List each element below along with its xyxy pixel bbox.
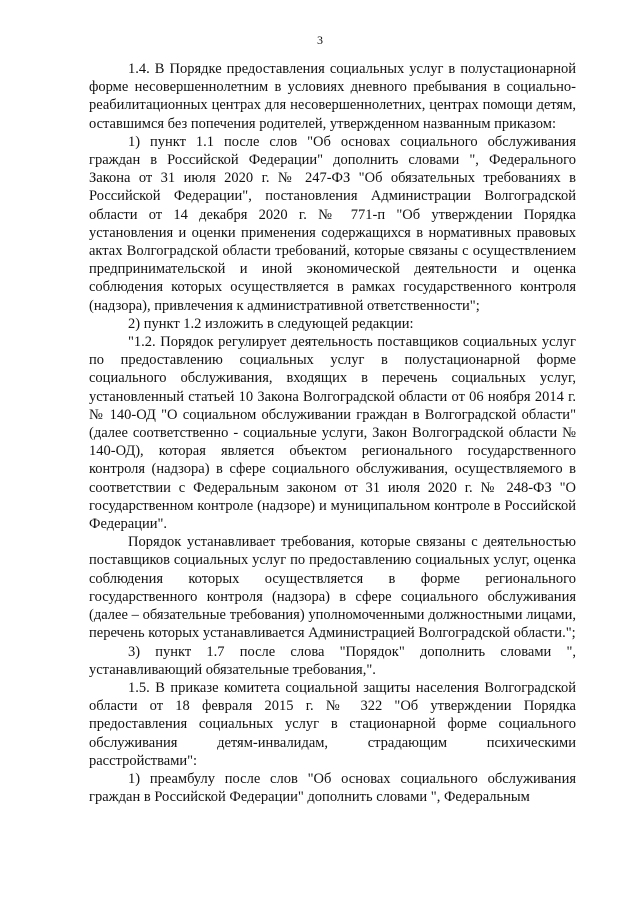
paragraph-1-4: 1.4. В Порядке предоставления социальных услуг в полустационарной форме несовершеннолетним в условиях дневного пребывания в социально-реабилитационных центрах для несовершеннолетних, центрах помощи детям, оставшимся без попечения родителей, утвержденном названным приказом:: [89, 61, 576, 132]
paragraph-1-4-item-1: 1) пункт 1.1 после слов "Об основах социального обслуживания граждан в Российской Федерации" дополнить словами ", Федерального Закона от 31 июля 2020 г. № 247-ФЗ "Об обязательных требованиях в Российской Федерации", постановления Администрации Волгоградской области от 14 декабря 2020 г. № 771-п "Об утверждении Порядка установления и оценки применения содержащихся в нормативных правовых актах Волгоградской области требований, которые связаны с осуществлением предпринимательской и иной экономической деятельности и оценка соблюдения которых осуществляется в рамках государственного контроля (надзора), привлечения к административной ответственности";: [89, 133, 576, 314]
paragraph-procedure-requirements: Порядок устанавливает требования, которые связаны с деятельностью поставщиков социальных услуг по предоставлению социальных услуг, оценка соблюдения которых осуществляется в форме регионального государственного контроля (надзора) в сфере социального обслуживания (далее – обязательные требования) уполномоченными должностными лицами, перечень которых устанавливается Администрацией Волгоградской области.";: [89, 534, 576, 642]
page-number: 3: [317, 33, 323, 47]
paragraph-1-5-item-1: 1) преамбулу после слов "Об основах социального обслуживания граждан в Российской Федерации" дополнить словами ", Федеральным: [89, 770, 576, 806]
document-body: [89, 60, 576, 806]
paragraph-1-5: 1.5. В приказе комитета социальной защиты населения Волгоградской области от 18 февраля 2015 г. № 322 "Об утверждении Порядка предоставления социальных услуг в стационарной форме социального обслуживания детям-инвалидам, страдающим психическими расстройствами":: [89, 679, 576, 769]
paragraph-1-4-item-3: 3) пункт 1.7 после слова "Порядок" дополнить словами ", устанавливающий обязательные требования,".: [89, 643, 576, 678]
paragraph-clause-1-2: "1.2. Порядок регулирует деятельность поставщиков социальных услуг по предоставлению социальных услуг в полустационарной форме социального обслуживания, входящих в перечень социальных услуг, установленный статьей 10 Закона Волгоградской области от 06 ноября 2014 г. № 140-ОД "О социальном обслуживании граждан в Волгоградской области" (далее соответственно - социальные услуги, Закон Волгоградской области № 140-ОД), которая является объектом регионального государственного контроля (надзора) в сфере социального обслуживания, осуществляемого в соответствии с Федеральным законом от 31 июля 2020 г. № 248-ФЗ "О государственном контроле (надзоре) и муниципальном контроле в Российской Федерации".: [89, 334, 576, 533]
paragraph-1-4-item-2: 2) пункт 1.2 изложить в следующей редакции:: [128, 315, 414, 332]
